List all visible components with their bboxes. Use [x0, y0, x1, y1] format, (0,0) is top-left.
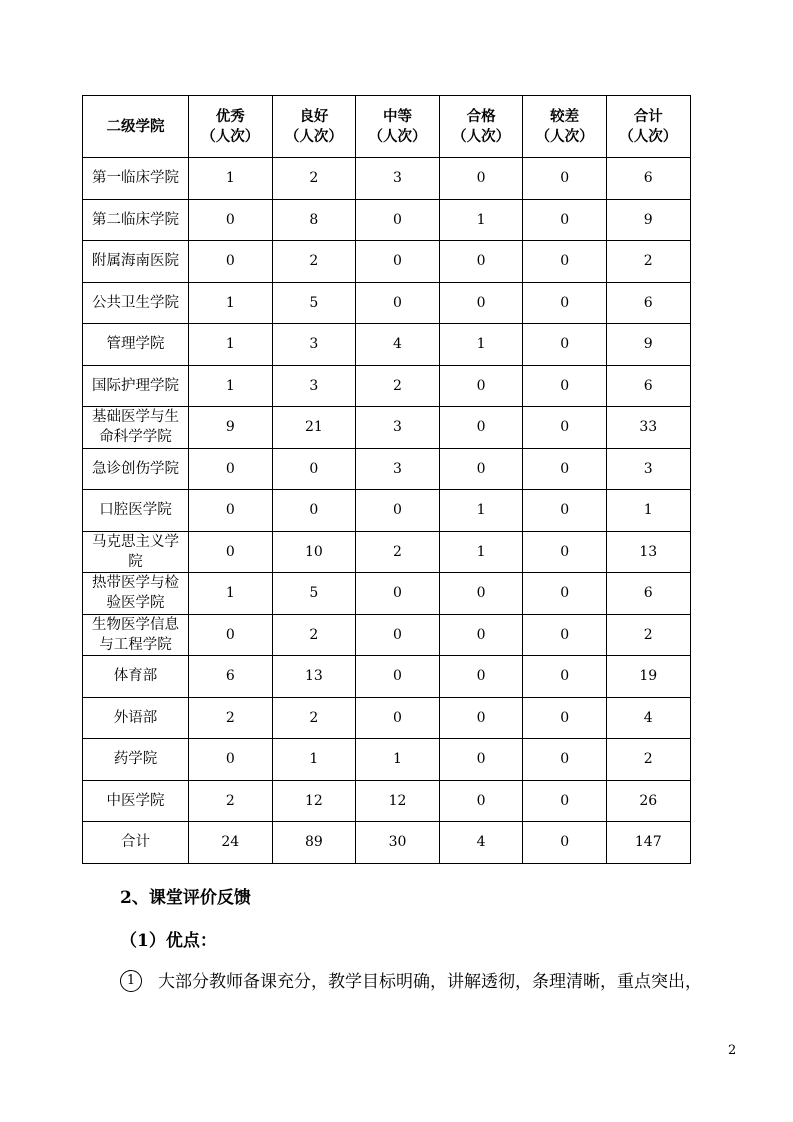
- college-name-line: 体育部: [113, 668, 158, 685]
- count-cell: 1: [189, 573, 273, 615]
- college-name-line: 公共卫生学院: [92, 294, 179, 311]
- count-cell: 2: [606, 241, 690, 283]
- header-cell: [272, 96, 356, 158]
- table-row: [83, 573, 691, 615]
- table-row: [83, 365, 691, 407]
- count-cell: 4: [356, 324, 440, 366]
- header-cell: [189, 96, 273, 158]
- college-name-cell: [83, 531, 189, 573]
- header-cell: [439, 96, 523, 158]
- header-cell: [356, 96, 440, 158]
- count-cell: 6: [606, 158, 690, 200]
- college-name-cell: [83, 199, 189, 241]
- count-cell: 26: [606, 780, 690, 822]
- count-cell: 0: [439, 241, 523, 283]
- count-cell: 0: [356, 490, 440, 532]
- college-name-line: 与工程学院: [99, 636, 172, 653]
- table-row: [83, 822, 691, 864]
- count-cell: 2: [272, 697, 356, 739]
- header-cell: [606, 96, 690, 158]
- college-name-line: 命科学学院: [99, 429, 172, 446]
- count-cell: 0: [523, 448, 607, 490]
- count-cell: 3: [272, 324, 356, 366]
- count-cell: 6: [606, 573, 690, 615]
- college-name-cell: [83, 241, 189, 283]
- college-name-cell: [83, 324, 189, 366]
- table-row: [83, 656, 691, 698]
- count-cell: 1: [189, 365, 273, 407]
- table-row: [83, 241, 691, 283]
- header-label: 中等: [382, 107, 412, 125]
- count-cell: 1: [439, 199, 523, 241]
- count-cell: 5: [272, 573, 356, 615]
- count-cell: 2: [356, 531, 440, 573]
- count-cell: 0: [272, 490, 356, 532]
- college-name-cell: [83, 739, 189, 781]
- college-name-cell: [83, 656, 189, 698]
- count-cell: 0: [523, 614, 607, 656]
- header-cell: [83, 96, 189, 158]
- count-cell: 6: [189, 656, 273, 698]
- table-row: [83, 282, 691, 324]
- count-cell: 0: [439, 614, 523, 656]
- college-name-cell: [83, 158, 189, 200]
- college-name-cell: [83, 573, 189, 615]
- count-cell: 0: [523, 573, 607, 615]
- count-cell: 9: [606, 199, 690, 241]
- count-cell: 0: [439, 365, 523, 407]
- table-row: [83, 739, 691, 781]
- count-cell: 30: [356, 822, 440, 864]
- college-name-line: 院: [128, 553, 143, 570]
- table-row: [83, 407, 691, 449]
- count-cell: 21: [272, 407, 356, 449]
- table-row: [83, 324, 691, 366]
- table-row: [83, 158, 691, 200]
- college-name-line: 验医学院: [106, 595, 165, 612]
- header-label: 较差: [550, 107, 580, 125]
- count-cell: 0: [189, 490, 273, 532]
- header-unit: （人次）: [284, 127, 343, 145]
- header-cell: [523, 96, 607, 158]
- college-name-line: 急诊创伤学院: [92, 460, 179, 477]
- header-label: 合计: [633, 107, 663, 125]
- college-name-cell: [83, 365, 189, 407]
- count-cell: 1: [439, 490, 523, 532]
- count-cell: 0: [439, 282, 523, 324]
- table-row: [83, 448, 691, 490]
- count-cell: 24: [189, 822, 273, 864]
- count-cell: 4: [439, 822, 523, 864]
- college-name-line: 第一临床学院: [92, 170, 179, 187]
- count-cell: 1: [606, 490, 690, 532]
- count-cell: 6: [606, 365, 690, 407]
- count-cell: 0: [523, 822, 607, 864]
- college-name-line: 附属海南医院: [92, 253, 179, 270]
- count-cell: 0: [356, 282, 440, 324]
- header-unit: （人次）: [201, 127, 260, 145]
- college-name-line: 药学院: [113, 751, 158, 768]
- count-cell: 0: [439, 407, 523, 449]
- count-cell: 10: [272, 531, 356, 573]
- count-cell: 1: [189, 158, 273, 200]
- count-cell: 2: [356, 365, 440, 407]
- count-cell: 33: [606, 407, 690, 449]
- count-cell: 0: [439, 656, 523, 698]
- count-cell: 0: [356, 697, 440, 739]
- college-name-line: 管理学院: [106, 336, 165, 353]
- header-unit: （人次）: [452, 127, 511, 145]
- count-cell: 6: [606, 282, 690, 324]
- count-cell: 0: [439, 573, 523, 615]
- header-unit: （人次）: [368, 127, 427, 145]
- college-name-line: 口腔医学院: [99, 502, 172, 519]
- table-header-row: [83, 96, 691, 158]
- count-cell: 0: [189, 614, 273, 656]
- header-label: 优秀: [215, 107, 245, 125]
- count-cell: 0: [439, 697, 523, 739]
- count-cell: 0: [439, 448, 523, 490]
- count-cell: 2: [189, 780, 273, 822]
- college-name-line: 生物医学信息: [92, 616, 179, 633]
- count-cell: 1: [356, 739, 440, 781]
- count-cell: 0: [272, 448, 356, 490]
- college-name-line: 国际护理学院: [92, 377, 179, 394]
- college-name-cell: [83, 490, 189, 532]
- count-cell: 0: [523, 739, 607, 781]
- count-cell: 0: [356, 614, 440, 656]
- college-name-line: 热带医学与检: [92, 575, 179, 592]
- count-cell: 2: [272, 241, 356, 283]
- college-name-cell: [83, 822, 189, 864]
- count-cell: 3: [356, 407, 440, 449]
- count-cell: 147: [606, 822, 690, 864]
- count-cell: 12: [356, 780, 440, 822]
- count-cell: 0: [356, 241, 440, 283]
- count-cell: 0: [523, 490, 607, 532]
- count-cell: 0: [523, 780, 607, 822]
- count-cell: 19: [606, 656, 690, 698]
- college-name-line: 第二临床学院: [92, 211, 179, 228]
- college-name-cell: [83, 780, 189, 822]
- header-unit: （人次）: [535, 127, 594, 145]
- college-name-line: 合计: [121, 834, 150, 851]
- table-row: [83, 199, 691, 241]
- count-cell: 0: [523, 656, 607, 698]
- header-label: 良好: [299, 107, 329, 125]
- table-row: [83, 531, 691, 573]
- college-name-cell: [83, 407, 189, 449]
- grades-table: [82, 95, 691, 864]
- count-cell: 3: [272, 365, 356, 407]
- college-name-line: 马克思主义学: [92, 533, 179, 550]
- table-row: [83, 697, 691, 739]
- college-name-cell: [83, 697, 189, 739]
- count-cell: 0: [189, 199, 273, 241]
- college-name-line: 基础医学与生: [92, 409, 179, 426]
- count-cell: 12: [272, 780, 356, 822]
- header-label: 二级学院: [106, 117, 165, 135]
- count-cell: 0: [523, 282, 607, 324]
- count-cell: 0: [523, 158, 607, 200]
- page-number: 2: [728, 1043, 737, 1058]
- table-row: [83, 614, 691, 656]
- count-cell: 0: [189, 531, 273, 573]
- count-cell: 0: [439, 739, 523, 781]
- college-name-cell: [83, 614, 189, 656]
- count-cell: 0: [523, 241, 607, 283]
- count-cell: 2: [606, 614, 690, 656]
- count-cell: 2: [272, 614, 356, 656]
- count-cell: 0: [189, 739, 273, 781]
- count-cell: 0: [189, 448, 273, 490]
- paragraph-text: 大部分教师备课充分，教学目标明确，讲解透彻，条理清晰，重点突出，: [158, 972, 702, 992]
- count-cell: 0: [439, 158, 523, 200]
- college-name-line: 外语部: [113, 709, 158, 726]
- count-cell: 3: [356, 448, 440, 490]
- table-row: [83, 780, 691, 822]
- count-cell: 0: [356, 199, 440, 241]
- count-cell: 13: [272, 656, 356, 698]
- count-cell: 0: [523, 697, 607, 739]
- count-cell: 13: [606, 531, 690, 573]
- table-row: [83, 490, 691, 532]
- count-cell: 3: [356, 158, 440, 200]
- count-cell: 3: [606, 448, 690, 490]
- header-unit: （人次）: [619, 127, 678, 145]
- college-name-cell: [83, 448, 189, 490]
- count-cell: 1: [189, 282, 273, 324]
- count-cell: 1: [439, 324, 523, 366]
- college-name-line: 中医学院: [106, 792, 165, 809]
- count-cell: 0: [356, 573, 440, 615]
- count-cell: 0: [523, 407, 607, 449]
- circled-number-marker: 1: [120, 970, 142, 992]
- count-cell: 0: [189, 241, 273, 283]
- count-cell: 0: [356, 656, 440, 698]
- count-cell: 8: [272, 199, 356, 241]
- count-cell: 9: [606, 324, 690, 366]
- count-cell: 0: [439, 780, 523, 822]
- count-cell: 9: [189, 407, 273, 449]
- count-cell: 0: [523, 324, 607, 366]
- count-cell: 4: [606, 697, 690, 739]
- count-cell: 2: [606, 739, 690, 781]
- count-cell: 0: [523, 531, 607, 573]
- header-label: 合格: [466, 107, 496, 125]
- count-cell: 0: [523, 365, 607, 407]
- count-cell: 89: [272, 822, 356, 864]
- subsection-title: （1）优点：: [120, 931, 217, 951]
- count-cell: 2: [272, 158, 356, 200]
- count-cell: 2: [189, 697, 273, 739]
- college-name-cell: [83, 282, 189, 324]
- count-cell: 0: [523, 199, 607, 241]
- count-cell: 1: [189, 324, 273, 366]
- count-cell: 1: [272, 739, 356, 781]
- paragraph: [120, 967, 702, 994]
- table-body: [83, 158, 691, 864]
- section-title: 2、课堂评价反馈: [120, 888, 251, 908]
- count-cell: 5: [272, 282, 356, 324]
- count-cell: 1: [439, 531, 523, 573]
